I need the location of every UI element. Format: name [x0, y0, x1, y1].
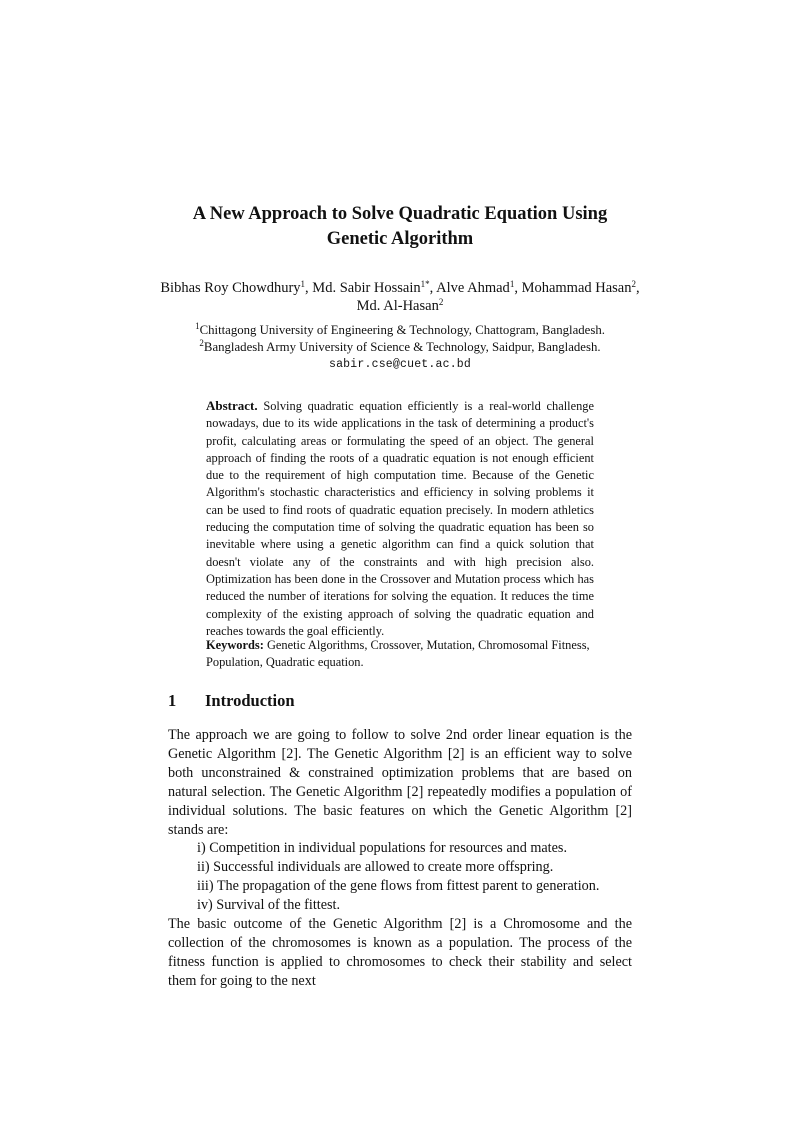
- intro-paragraph-2: The basic outcome of the Genetic Algorithm [2] is a Chromosome and the collection of the chromosomes is known as a population. The process of the fitness function is applied to chromosomes to check their stability and select them for going to the next: [168, 916, 632, 989]
- list-item: iii) The propagation of the gene flows from fittest parent to generation.: [197, 878, 600, 895]
- author-separator: ,: [305, 280, 313, 296]
- author-name: Md. Al-Hasan: [356, 298, 439, 314]
- paper-title: [150, 202, 650, 252]
- keywords: [206, 637, 594, 672]
- author-list: [150, 279, 650, 315]
- author-separator: ,: [514, 280, 522, 296]
- keywords-label: Keywords:: [206, 638, 264, 652]
- affiliation-mark: 2: [199, 338, 204, 348]
- affiliation-1: [150, 322, 650, 339]
- title-line-2: Genetic Algorithm: [326, 229, 474, 249]
- author-affil-mark: 1: [509, 279, 515, 289]
- abstract: [206, 397, 594, 640]
- abstract-text: Solving quadratic equation efficiently is a real-world challenge nowadays, due to its wide applications in the task of determining a product's profit, calculating areas or formulating the speed of an object. The general approach of finding the roots of a quadratic equation is not enough efficient due to the requirement of high computation time. Because of the Genetic Algorithm's stochastic characteristics and efficiency in solving problems it can be used to find roots of quadratic equation precisely. In modern athletics reducing the computation time of solving the quadratic equation has been so inevitable where using a genetic algorithm can find a quick solution that doesn't violate any of the constraints and with high precision also. Optimization has been done in the Crossover and Mutation process which has reduced the number of iterations for solving the equation. It reduces the time complexity of the existing approach of solving the quadratic equation and reaches towards the goal efficiently.: [206, 399, 594, 638]
- section-title: Introduction: [205, 691, 295, 710]
- affiliation-text: Bangladesh Army University of Science & Technology, Saidpur, Bangladesh.: [203, 340, 601, 354]
- author-separator: ,: [429, 280, 437, 296]
- list-item: ii) Successful individuals are allowed to create more offspring.: [197, 859, 554, 876]
- affiliation-2: [150, 339, 650, 356]
- author-name: Mohammad Hasan: [521, 280, 632, 296]
- author-affil-mark: 1: [300, 279, 306, 289]
- author-name: Bibhas Roy Chowdhury: [160, 280, 301, 296]
- list-item: i) Competition in individual populations for resources and mates.: [197, 840, 567, 857]
- author-separator: ,: [636, 280, 640, 296]
- author-affil-mark: 2: [631, 279, 636, 289]
- abstract-label: Abstract.: [206, 398, 258, 413]
- author-affil-mark: 1*: [420, 279, 430, 289]
- list-item: iv) Survival of the fittest.: [197, 897, 341, 914]
- affiliation-text: Chittagong University of Engineering & Technology, Chattogram, Bangladesh.: [199, 323, 605, 337]
- introduction-body: [168, 726, 632, 991]
- affiliations: [150, 322, 650, 373]
- affiliation-mark: 1: [195, 321, 200, 331]
- section-heading: [168, 690, 295, 712]
- section-number: 1: [168, 691, 177, 710]
- author-name: Md. Sabir Hossain: [312, 280, 421, 296]
- author-name: Alve Ahmad: [436, 280, 510, 296]
- author-line-1: [150, 279, 650, 297]
- author-affil-mark: 2: [438, 297, 444, 307]
- keywords-text: Genetic Algorithms, Crossover, Mutation, Chromosomal Fitness, Population, Quadratic equation.: [206, 638, 590, 670]
- intro-paragraph-1: The approach we are going to follow to solve 2nd order linear equation is the Genetic Algorithm [2]. The Genetic Algorithm [2] is an efficient way to solve both unconstrained & constrained optimization problems that are based on natural selection. The Genetic Algorithm [2] repeatedly modifies a population of individual solutions. The basic features on which the Genetic Algorithm [2] stands are:: [168, 727, 632, 838]
- contact-email: sabir.cse@cuet.ac.bd: [328, 358, 472, 371]
- author-line-2: [150, 297, 650, 315]
- title-line-1: A New Approach to Solve Quadratic Equation Using: [192, 204, 608, 224]
